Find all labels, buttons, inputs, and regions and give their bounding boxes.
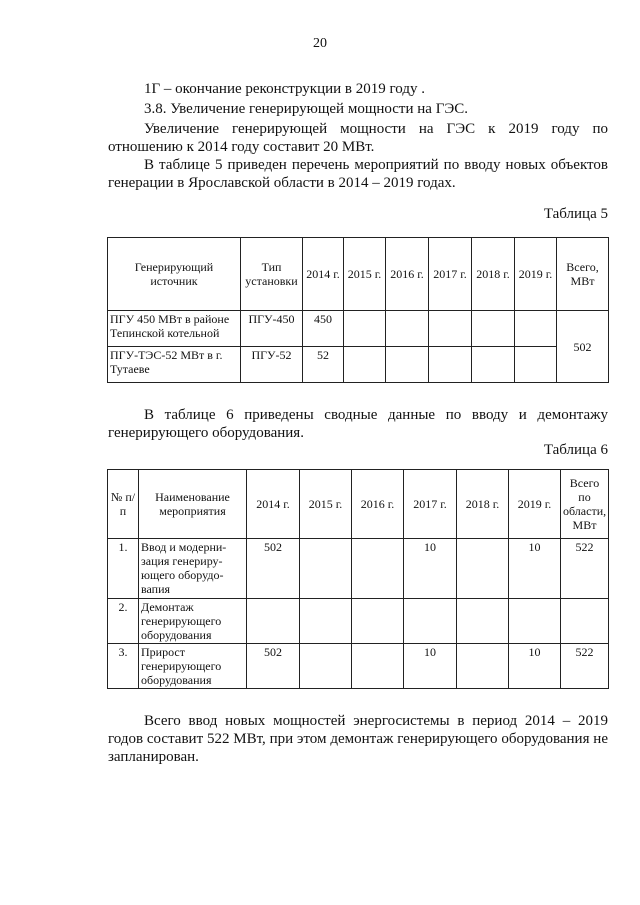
table6-header-2015: 2015 г.: [300, 470, 352, 539]
table5-header-2014: 2014 г.: [303, 238, 344, 311]
table6-header-2018: 2018 г.: [457, 470, 509, 539]
table6-header-2019: 2019 г.: [509, 470, 561, 539]
table6-caption: Таблица 6: [543, 442, 608, 458]
table6-cell-2014: 502: [247, 644, 300, 689]
table6-cell-2015: [300, 599, 352, 644]
table5-cell-2016: [386, 347, 429, 383]
table5-header-2019: 2019 г.: [515, 238, 557, 311]
table6-header-row: [108, 470, 609, 539]
table5-header-2016: 2016 г.: [386, 238, 429, 311]
table6-cell-2018: [457, 539, 509, 599]
table6-cell-total: [561, 599, 609, 644]
table-row: [108, 599, 609, 644]
table6-cell-2019: [509, 599, 561, 644]
table5-cell-total: 502: [557, 311, 609, 383]
table6-cell-2017: 10: [404, 644, 457, 689]
table6-cell-2019: 10: [509, 644, 561, 689]
table5-cell-2017: [429, 347, 472, 383]
table5-cell-2017: [429, 311, 472, 347]
table6-cell-total: 522: [561, 644, 609, 689]
table5-cell-source: ПГУ-ТЭС-52 МВт в г. Тутаеве: [108, 347, 241, 383]
section-heading-hydro: 3.8. Увеличение генерирующей мощности на ГЭС.: [144, 101, 469, 117]
table6-cell-2018: [457, 599, 509, 644]
table6-header-total: Всего по области, МВт: [561, 470, 609, 539]
table5-header-total: Всего, МВт: [557, 238, 609, 311]
table6-cell-total: 522: [561, 539, 609, 599]
table-5: [107, 237, 609, 383]
table6-header-num: № п/п: [108, 470, 139, 539]
table5-header-2018: 2018 г.: [472, 238, 515, 311]
paragraph-reconstruction-end: 1Г – окончание реконструкции в 2019 году .: [144, 81, 425, 97]
table6-cell-2014: 502: [247, 539, 300, 599]
table6-cell-name: Прирост генерирующего оборудования: [139, 644, 247, 689]
paragraph-table6-intro: В таблице 6 приведены сводные данные по вводу и демонтажу генерирующего оборудования.: [108, 407, 608, 441]
table5-cell-2019: [515, 347, 557, 383]
table-row: [108, 311, 609, 347]
table5-caption: Таблица 5: [543, 206, 608, 222]
table6-cell-num: 2.: [108, 599, 139, 644]
paragraph-hydro-increase: Увеличение генерирующей мощности на ГЭС к 2019 году по отношению к 2014 году составит 20 МВт.: [108, 121, 608, 155]
table5-cell-type: ПГУ-52: [241, 347, 303, 383]
table6-cell-num: 1.: [108, 539, 139, 599]
table-row: [108, 539, 609, 599]
table5-cell-type: ПГУ-450: [241, 311, 303, 347]
paragraph-total-summary: Всего ввод новых мощностей энергосистемы в период 2014 – 2019 годов составит 522 МВт, при этом демонтаж генерирующего оборудования не запланирован.: [108, 713, 608, 765]
table6-cell-2016: [352, 599, 404, 644]
paragraph-table5-intro: В таблице 5 приведен перечень мероприятий по вводу новых объектов генерации в Ярославской области в 2014 – 2019 годах.: [108, 157, 608, 191]
table-row: [108, 644, 609, 689]
table6-cell-2017: 10: [404, 539, 457, 599]
table6-header-2016: 2016 г.: [352, 470, 404, 539]
table6-cell-2016: [352, 644, 404, 689]
table-6: [107, 469, 609, 689]
table5-cell-2018: [472, 311, 515, 347]
table6-cell-2015: [300, 644, 352, 689]
table5-cell-2018: [472, 347, 515, 383]
table5-cell-2019: [515, 311, 557, 347]
table6-cell-2014: [247, 599, 300, 644]
table-row: [108, 347, 609, 383]
page-number: 20: [313, 36, 327, 51]
table5-header-type: Тип установки: [241, 238, 303, 311]
table6-header-2014: 2014 г.: [247, 470, 300, 539]
table5-header-2017: 2017 г.: [429, 238, 472, 311]
table5-cell-2016: [386, 311, 429, 347]
table6-cell-name: Ввод и модерни-зация генериру-ющего оборудо-вапия: [139, 539, 247, 599]
table5-cell-2015: [344, 311, 386, 347]
table5-cell-2014: 52: [303, 347, 344, 383]
table5-header-2015: 2015 г.: [344, 238, 386, 311]
table6-cell-2016: [352, 539, 404, 599]
table5-cell-2014: 450: [303, 311, 344, 347]
table5-header-row: [108, 238, 609, 311]
table6-cell-name: Демонтаж генерирующего оборудования: [139, 599, 247, 644]
table6-cell-2018: [457, 644, 509, 689]
table6-cell-2017: [404, 599, 457, 644]
table5-cell-2015: [344, 347, 386, 383]
table6-header-name: Наименование мероприятия: [139, 470, 247, 539]
table5-header-source: Генерирующий источник: [108, 238, 241, 311]
table5-cell-source: ПГУ 450 МВт в районе Тепинской котельной: [108, 311, 241, 347]
table6-cell-2019: 10: [509, 539, 561, 599]
table6-cell-2015: [300, 539, 352, 599]
table6-header-2017: 2017 г.: [404, 470, 457, 539]
table6-cell-num: 3.: [108, 644, 139, 689]
